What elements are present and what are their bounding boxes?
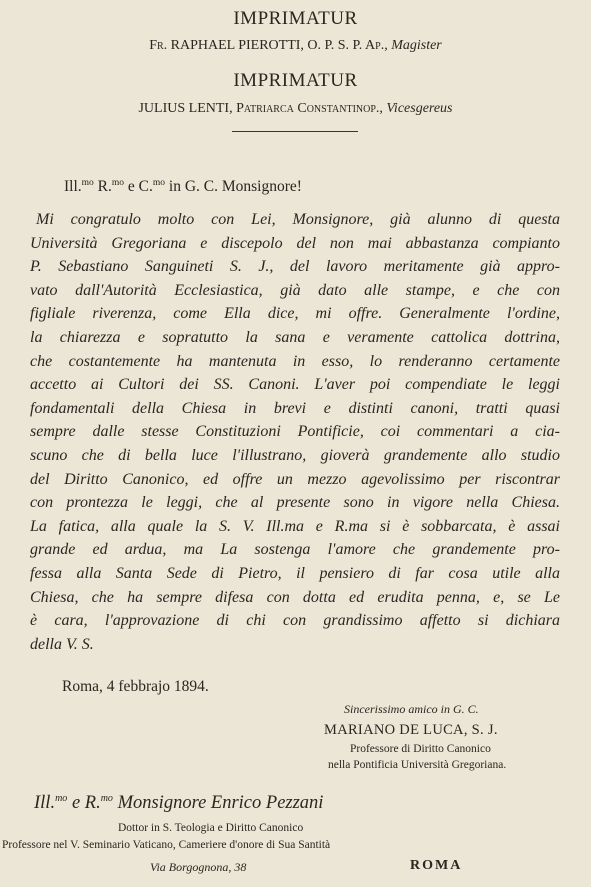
letter-line: Chiesa, che ha sempre difesa con dotta ed erudita penna, e, se Le <box>30 588 560 606</box>
imprimatur-approver-1 <box>0 38 591 54</box>
letter-line: è cara, l'approvazione di chi con grandissimo affetto si dichiara <box>30 612 560 630</box>
signer-role-2: nella Pontificia Università Gregoriana. <box>328 759 507 771</box>
letter-line: Università Gregoriana e discepolo del non mai abbastanza compianto <box>30 234 560 252</box>
letter-line: con prontezza le leggi, che al presente sono in vigore nella Chiesa. <box>30 494 560 512</box>
letter-line: della V. S. <box>30 635 94 653</box>
letter-line: Mi congratulo molto con Lei, Monsignore, già alunno di questa <box>36 211 560 228</box>
letter-line: accetto ai Cultori dei SS. Canoni. L'aver poi compendiate le leggi <box>30 376 560 394</box>
letter-line: P. Sebastiano Sanguineti S. J., del lavoro meritamente già appro- <box>30 258 560 276</box>
letter-line: scuno che di bella luce l'illustrano, gioverà grandemente allo studio <box>30 446 560 464</box>
letter-body <box>30 208 560 656</box>
letter-line: vato dall'Autorità Ecclesiastica, già dato alle stampe, e che con <box>30 281 560 299</box>
letter-line: La fatica, alla quale la S. V. Ill.ma e R.ma si è sobbarcata, è assai <box>30 517 560 535</box>
letter-closing: Sincerissimo amico in G. C. <box>344 702 479 716</box>
imprimatur-heading-1: IMPRIMATUR <box>233 8 358 29</box>
divider-rule <box>232 131 358 132</box>
addressee-position: Professore nel V. Seminario Vaticano, Cameriere d'onore di Sua Santità <box>2 839 331 851</box>
addressee-street: Via Borgognona, 38 <box>150 860 247 874</box>
letter-line: del Diritto Canonico, ed offre un mezzo agevolissimo per riscontrar <box>30 470 560 488</box>
addressee-name: Ill.$^{mo}$ e R.$^{mo}$ Monsignore Enrico Pezzani <box>34 793 324 814</box>
letter-line: grande ed ardua, ma La sostenga l'amore che grandemente pro- <box>30 541 560 559</box>
approver-name-2: JULIUS LENTI, Patriarca Constantinop., <box>138 101 383 116</box>
imprimatur-heading-2: IMPRIMATUR <box>233 70 358 91</box>
addressee-degree: Dottor in S. Teologia e Diritto Canonico <box>118 822 304 834</box>
letter-line: figliale riverenza, come Ella dice, mi offre. Generalmente l'ordine, <box>30 305 560 323</box>
approver-title-2: Vicesgereus <box>386 101 453 116</box>
letter-date: Roma, 4 febbrajo 1894. <box>62 678 209 695</box>
signer-name: MARIANO DE LUCA, S. J. <box>324 722 498 738</box>
letter-line: fessa alla Santa Sede di Pietro, il pensiero di far cosa utile alla <box>30 564 560 582</box>
imprimatur-approver-2 <box>0 101 591 117</box>
letter-line: la chiarezza e sopratutto la sana e veramente cattolica dottrina, <box>30 328 560 346</box>
approver-title-1: Magister <box>391 38 442 53</box>
addressee-city: ROMA <box>410 858 463 873</box>
signer-role-1: Professore di Diritto Canonico <box>350 743 491 755</box>
salutation: Ill.$^{mo}$ R.$^{mo}$ e C.$^{mo}$ in G. C. Monsignore! <box>64 178 302 196</box>
letter-line: fondamentali della Chiesa in brevi e distinti canoni, tratti quasi <box>30 399 560 417</box>
approver-name-1: Fr. RAPHAEL PIEROTTI, O. P. S. P. Ap., <box>149 38 388 53</box>
letter-line: sempre dalle stesse Constituzioni Pontificie, coi commentari a cia- <box>30 423 560 441</box>
letter-line: che costantemente ha mantenuta in esso, lo renderanno certamente <box>30 352 560 370</box>
